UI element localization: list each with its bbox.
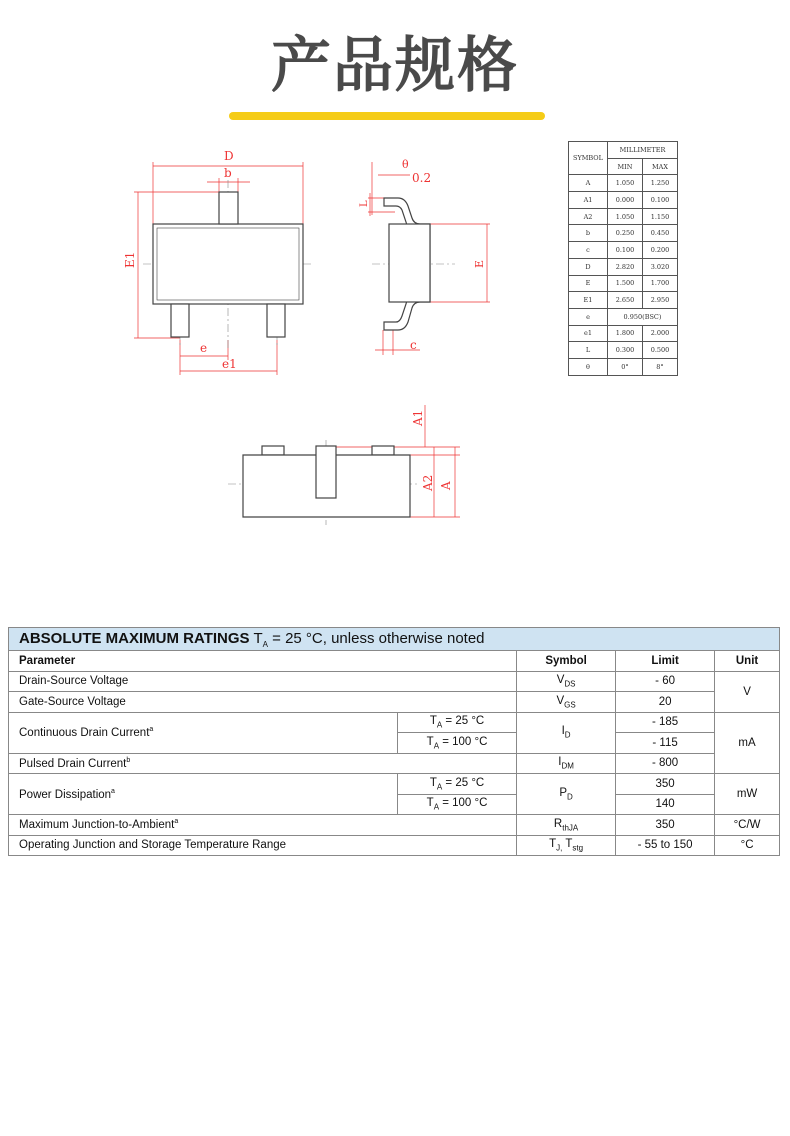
sym-main: T — [549, 838, 557, 851]
cond-sub: A — [436, 720, 443, 730]
limit-cell: - 55 to 150 — [616, 835, 715, 856]
limit-cell: - 185 — [616, 712, 715, 733]
symbol-cell — [517, 835, 616, 856]
cond-rest: = 25 °C, unless otherwise noted — [267, 629, 485, 647]
cond-value: = 25 °C — [445, 715, 485, 728]
symbol-cell: E — [569, 275, 608, 292]
table-row — [569, 308, 678, 325]
table-row — [569, 175, 678, 192]
table-row — [569, 225, 678, 242]
unit-cell: mW — [715, 774, 780, 815]
table-row — [569, 242, 678, 259]
sym-sub: thJA — [562, 822, 579, 832]
table-row — [569, 275, 678, 292]
min-cell: 0.300 — [608, 342, 643, 359]
max-cell: 0.100 — [643, 192, 678, 209]
symbol-cell: A2 — [569, 208, 608, 225]
max-cell: 1.250 — [643, 175, 678, 192]
max-cell: 0.500 — [643, 342, 678, 359]
cond-value: = 25 °C — [445, 776, 485, 789]
param-cell — [9, 815, 517, 836]
sym-sub: D — [567, 792, 573, 802]
min-cell: 1.050 — [608, 175, 643, 192]
sym-sub: J, — [556, 843, 563, 853]
footnote-marker: a — [174, 818, 179, 826]
sym-sub: stg — [572, 843, 584, 853]
cond-t: T — [426, 735, 434, 748]
ratings-condition — [253, 630, 484, 647]
symbol-cell — [517, 753, 616, 774]
table-row — [569, 342, 678, 359]
param-text: Maximum Junction-to-Ambient — [19, 819, 175, 832]
min-cell: 2.820 — [608, 258, 643, 275]
min-header: MIN — [608, 158, 643, 175]
table-row — [9, 671, 780, 692]
sym-sub: DM — [561, 761, 574, 771]
symbol-cell: e — [569, 308, 608, 325]
dim-e1-vertical-label: E1 — [123, 251, 137, 268]
unit-header: Unit — [715, 651, 780, 672]
sym-main: T — [562, 838, 573, 851]
dim-gauge-label: 0.2 — [412, 171, 432, 185]
limit-cell: 20 — [616, 692, 715, 713]
cond-t: T — [429, 715, 437, 728]
param-cell: Drain-Source Voltage — [9, 671, 517, 692]
symbol-cell: L — [569, 342, 608, 359]
table-row — [569, 208, 678, 225]
symbol-cell: E1 — [569, 292, 608, 309]
bsc-cell: 0.950(BSC) — [608, 308, 678, 325]
max-cell: 1.700 — [643, 275, 678, 292]
dim-c-label: c — [410, 338, 417, 352]
sym-main: V — [556, 674, 565, 687]
dim-e1-label: e1 — [222, 357, 237, 371]
limit-cell: - 115 — [616, 733, 715, 754]
max-header: MAX — [643, 158, 678, 175]
condition-cell — [398, 794, 517, 815]
ratings-table — [8, 627, 780, 856]
min-cell: 0.000 — [608, 192, 643, 209]
table-row — [569, 358, 678, 375]
min-cell: 2.650 — [608, 292, 643, 309]
symbol-cell: A — [569, 175, 608, 192]
symbol-cell: A1 — [569, 192, 608, 209]
limit-cell: - 60 — [616, 671, 715, 692]
max-cell: 8° — [643, 358, 678, 375]
param-text: Power Dissipation — [19, 788, 112, 801]
dim-a2-label: A2 — [421, 474, 435, 491]
ratings-title: ABSOLUTE MAXIMUM RATINGS — [19, 629, 250, 647]
table-row — [9, 835, 780, 856]
param-text: Continuous Drain Current — [19, 726, 150, 739]
cond-t: T — [429, 776, 437, 789]
dim-l-label: L — [359, 200, 370, 207]
table-row — [9, 815, 780, 836]
sym-sub: DS — [564, 679, 576, 689]
table-row — [569, 192, 678, 209]
cond-t: T — [253, 629, 263, 647]
cond-sub: A — [433, 802, 440, 812]
limit-cell: 350 — [616, 774, 715, 795]
dim-a-label: A — [439, 481, 453, 490]
symbol-cell — [517, 774, 616, 815]
symbol-cell — [517, 671, 616, 692]
table-row — [9, 753, 780, 774]
dimension-table — [568, 141, 678, 376]
ratings-title-cell — [9, 628, 780, 651]
symbol-cell: D — [569, 258, 608, 275]
limit-cell: - 800 — [616, 753, 715, 774]
dim-e-vertical-label: E — [473, 259, 486, 268]
footnote-marker: b — [126, 756, 131, 764]
cond-sub: A — [436, 781, 443, 791]
cond-sub: A — [433, 740, 440, 750]
cond-value: = 100 °C — [442, 797, 488, 810]
dim-d-label: D — [224, 149, 234, 163]
sym-main: I — [558, 756, 562, 769]
max-cell: 0.450 — [643, 225, 678, 242]
limit-header: Limit — [616, 651, 715, 672]
table-row — [569, 258, 678, 275]
max-cell: 0.200 — [643, 242, 678, 259]
param-cell: Operating Junction and Storage Temperature Range — [9, 835, 517, 856]
param-cell — [9, 774, 398, 815]
symbol-cell — [517, 815, 616, 836]
min-cell: 1.500 — [608, 275, 643, 292]
table-row — [9, 712, 780, 733]
sym-main: I — [561, 725, 565, 738]
param-cell — [9, 712, 398, 753]
min-cell: 1.050 — [608, 208, 643, 225]
symbol-cell — [517, 712, 616, 753]
unit-cell: V — [715, 671, 780, 712]
parameter-header: Parameter — [9, 651, 517, 672]
symbol-cell: θ — [569, 358, 608, 375]
max-cell: 1.150 — [643, 208, 678, 225]
max-cell: 3.020 — [643, 258, 678, 275]
table-row — [569, 292, 678, 309]
cond-sub: A — [262, 639, 268, 649]
cond-t: T — [426, 797, 434, 810]
unit-cell: mA — [715, 712, 780, 774]
table-row — [9, 774, 780, 795]
min-cell: 0° — [608, 358, 643, 375]
limit-cell: 140 — [616, 794, 715, 815]
condition-cell — [398, 774, 517, 795]
footnote-marker: a — [149, 726, 154, 734]
table-row — [9, 692, 780, 713]
dim-e-label: e — [200, 341, 208, 355]
sym-sub: GS — [564, 699, 576, 709]
unit-cell: °C/W — [715, 815, 780, 836]
max-cell: 2.950 — [643, 292, 678, 309]
symbol-cell — [517, 692, 616, 713]
symbol-header: Symbol — [517, 651, 616, 672]
limit-cell: 350 — [616, 815, 715, 836]
param-cell: Gate-Source Voltage — [9, 692, 517, 713]
symbol-cell: c — [569, 242, 608, 259]
sym-main: P — [559, 786, 568, 799]
condition-cell — [398, 712, 517, 733]
dim-a1-label: A1 — [411, 409, 425, 426]
max-cell: 2.000 — [643, 325, 678, 342]
footnote-marker: a — [111, 787, 115, 795]
sym-main: R — [553, 817, 563, 830]
dim-b-label: b — [224, 166, 232, 180]
sym-main: V — [556, 694, 565, 707]
symbol-cell: e1 — [569, 325, 608, 342]
symbol-cell: b — [569, 225, 608, 242]
unit-cell: °C — [715, 835, 780, 856]
min-cell: 0.100 — [608, 242, 643, 259]
param-text: Pulsed Drain Current — [19, 757, 127, 770]
millimeter-header: MILLIMETER — [608, 142, 678, 159]
page-title: 产品规格 — [271, 31, 519, 101]
condition-cell — [398, 733, 517, 754]
dim-theta-label: θ — [402, 158, 409, 171]
min-cell: 1.800 — [608, 325, 643, 342]
cond-value: = 100 °C — [442, 735, 488, 748]
sym-sub: D — [564, 730, 571, 740]
table-row — [569, 325, 678, 342]
symbol-header: SYMBOL — [569, 142, 608, 175]
param-cell — [9, 753, 517, 774]
min-cell: 0.250 — [608, 225, 643, 242]
